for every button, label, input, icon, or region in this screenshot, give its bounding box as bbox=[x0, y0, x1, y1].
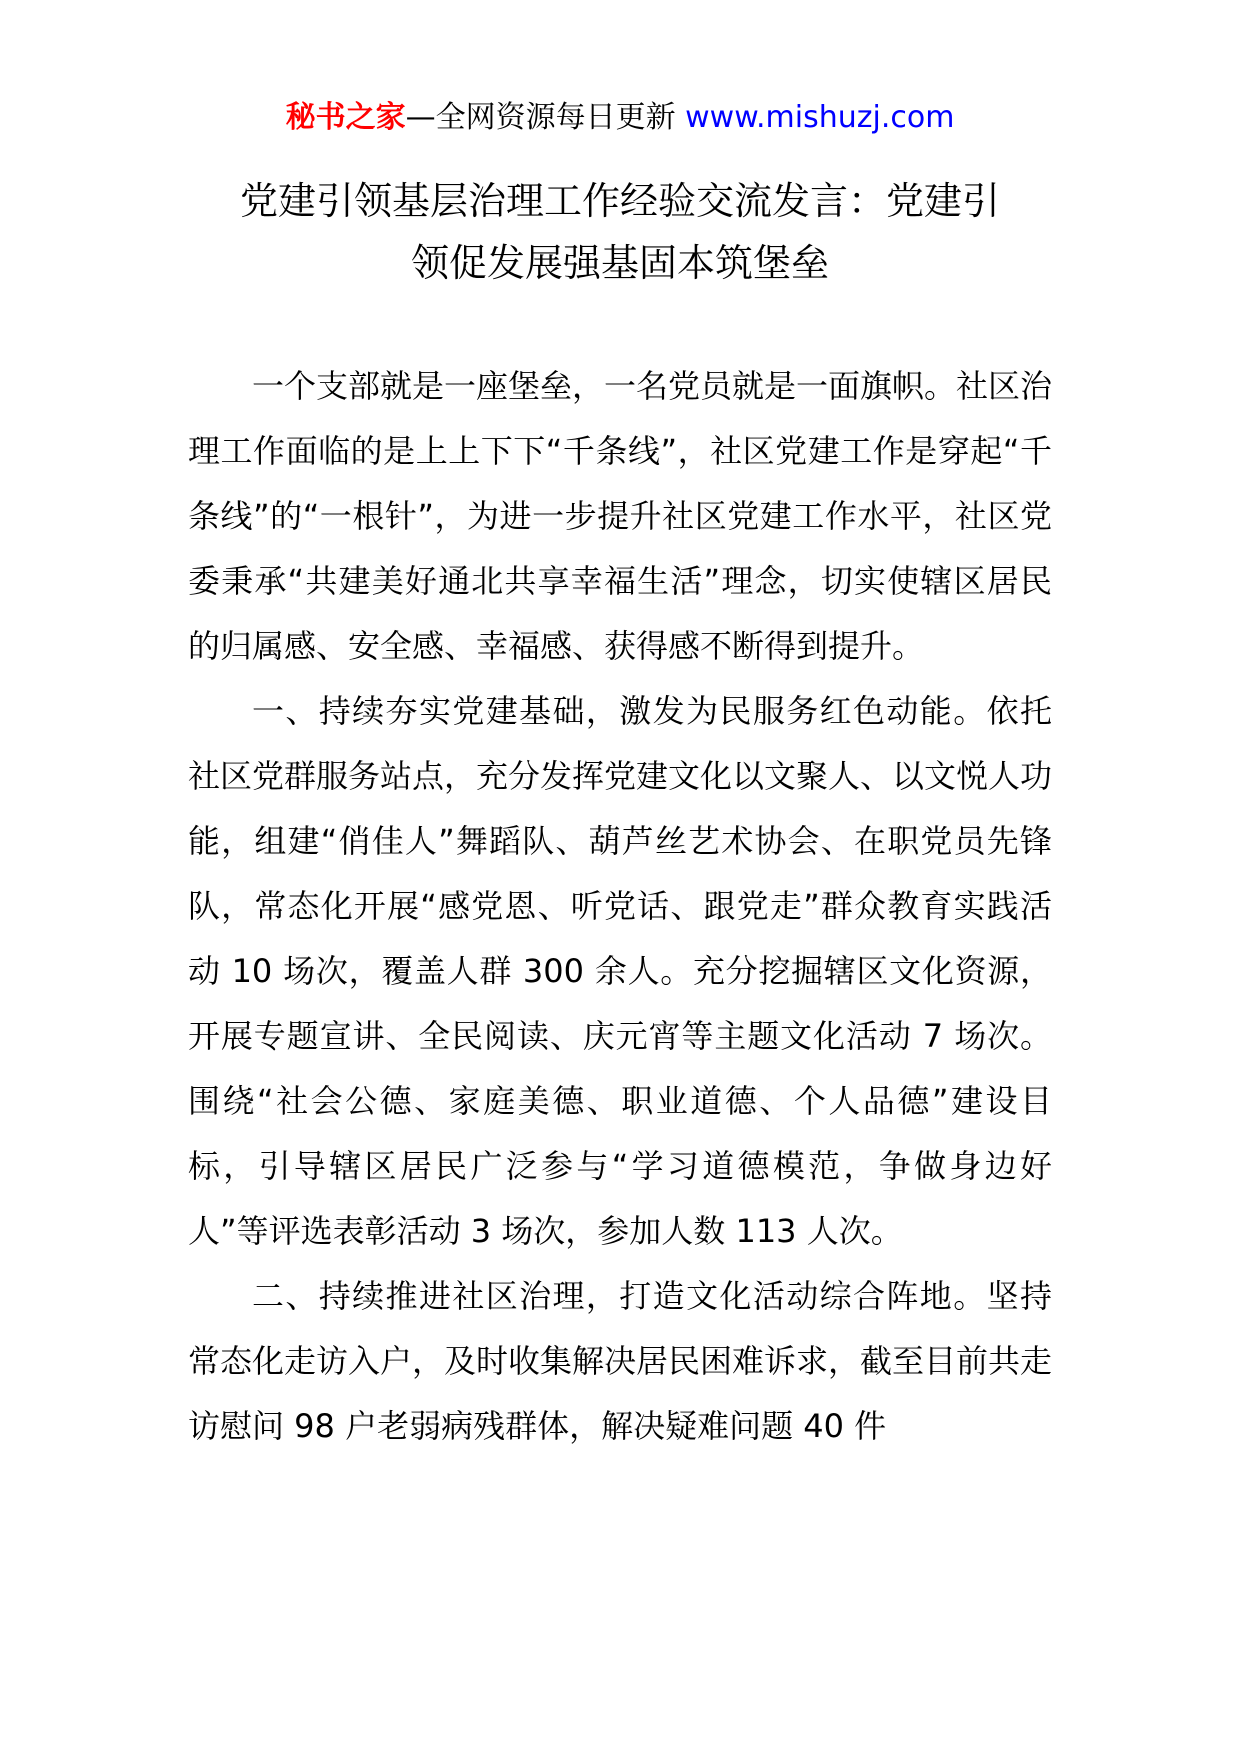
section-heading: 一、持续夯实党建基础，激发为民服务红色动能。 bbox=[252, 692, 987, 730]
header-tagline: —全网资源每日更新 bbox=[405, 100, 686, 135]
document-body bbox=[188, 354, 1052, 1459]
document-title bbox=[160, 170, 1080, 294]
title-line-2: 领促发展强基固本筑堡垒 bbox=[410, 241, 829, 285]
paragraph-text: 坚持常态化走访入户，及时收集解决居民困难诉求，截至目前共走访慰问 98 户老弱病残群体，解决疑难问题 40 件 bbox=[188, 1277, 1053, 1445]
title-line-1: 党建引领基层治理工作经验交流发言：党建引 bbox=[239, 179, 1000, 223]
site-url-link[interactable]: www.mishuzj.com bbox=[685, 100, 955, 135]
paragraph-section-2 bbox=[188, 1264, 1052, 1459]
paragraph-text: 一个支部就是一座堡垒，一名党员就是一面旗帜。社区治理工作面临的是上上下下“千条线”，社区党建工作是穿起“千条线”的“一根针”，为进一步提升社区党建工作水平，社区党委秉承“共建美好通北共享幸福生活”理念，切实使辖区居民的归属感、安全感、幸福感、获得感不断得到提升。 bbox=[188, 367, 1053, 665]
paragraph-section-1 bbox=[188, 679, 1052, 1264]
paragraph-text: 依托社区党群服务站点，充分发挥党建文化以文聚人、以文悦人功能，组建“俏佳人”舞蹈队、葫芦丝艺术协会、在职党员先锋队，常态化开展“感党恩、听党话、跟党走”群众教育实践活动 10 场次，覆盖人群 300 余人。充分挖掘辖区文化资源，开展专题宣讲、全民阅读、庆元宵等主题文化活动 7 场次。围绕“社会公德、家庭美德、职业道德、个人品德”建设目标，引导辖区居民广泛参与“学习道德模范，争做身边好人”等评选表彰活动 3 场次，参加人数 113 人次。 bbox=[188, 692, 1053, 1250]
section-heading: 二、持续推进社区治理，打造文化活动综合阵地。 bbox=[252, 1277, 987, 1315]
paragraph-intro bbox=[188, 354, 1052, 679]
brand-name: 秘书之家 bbox=[285, 100, 406, 135]
site-header bbox=[0, 98, 1240, 138]
